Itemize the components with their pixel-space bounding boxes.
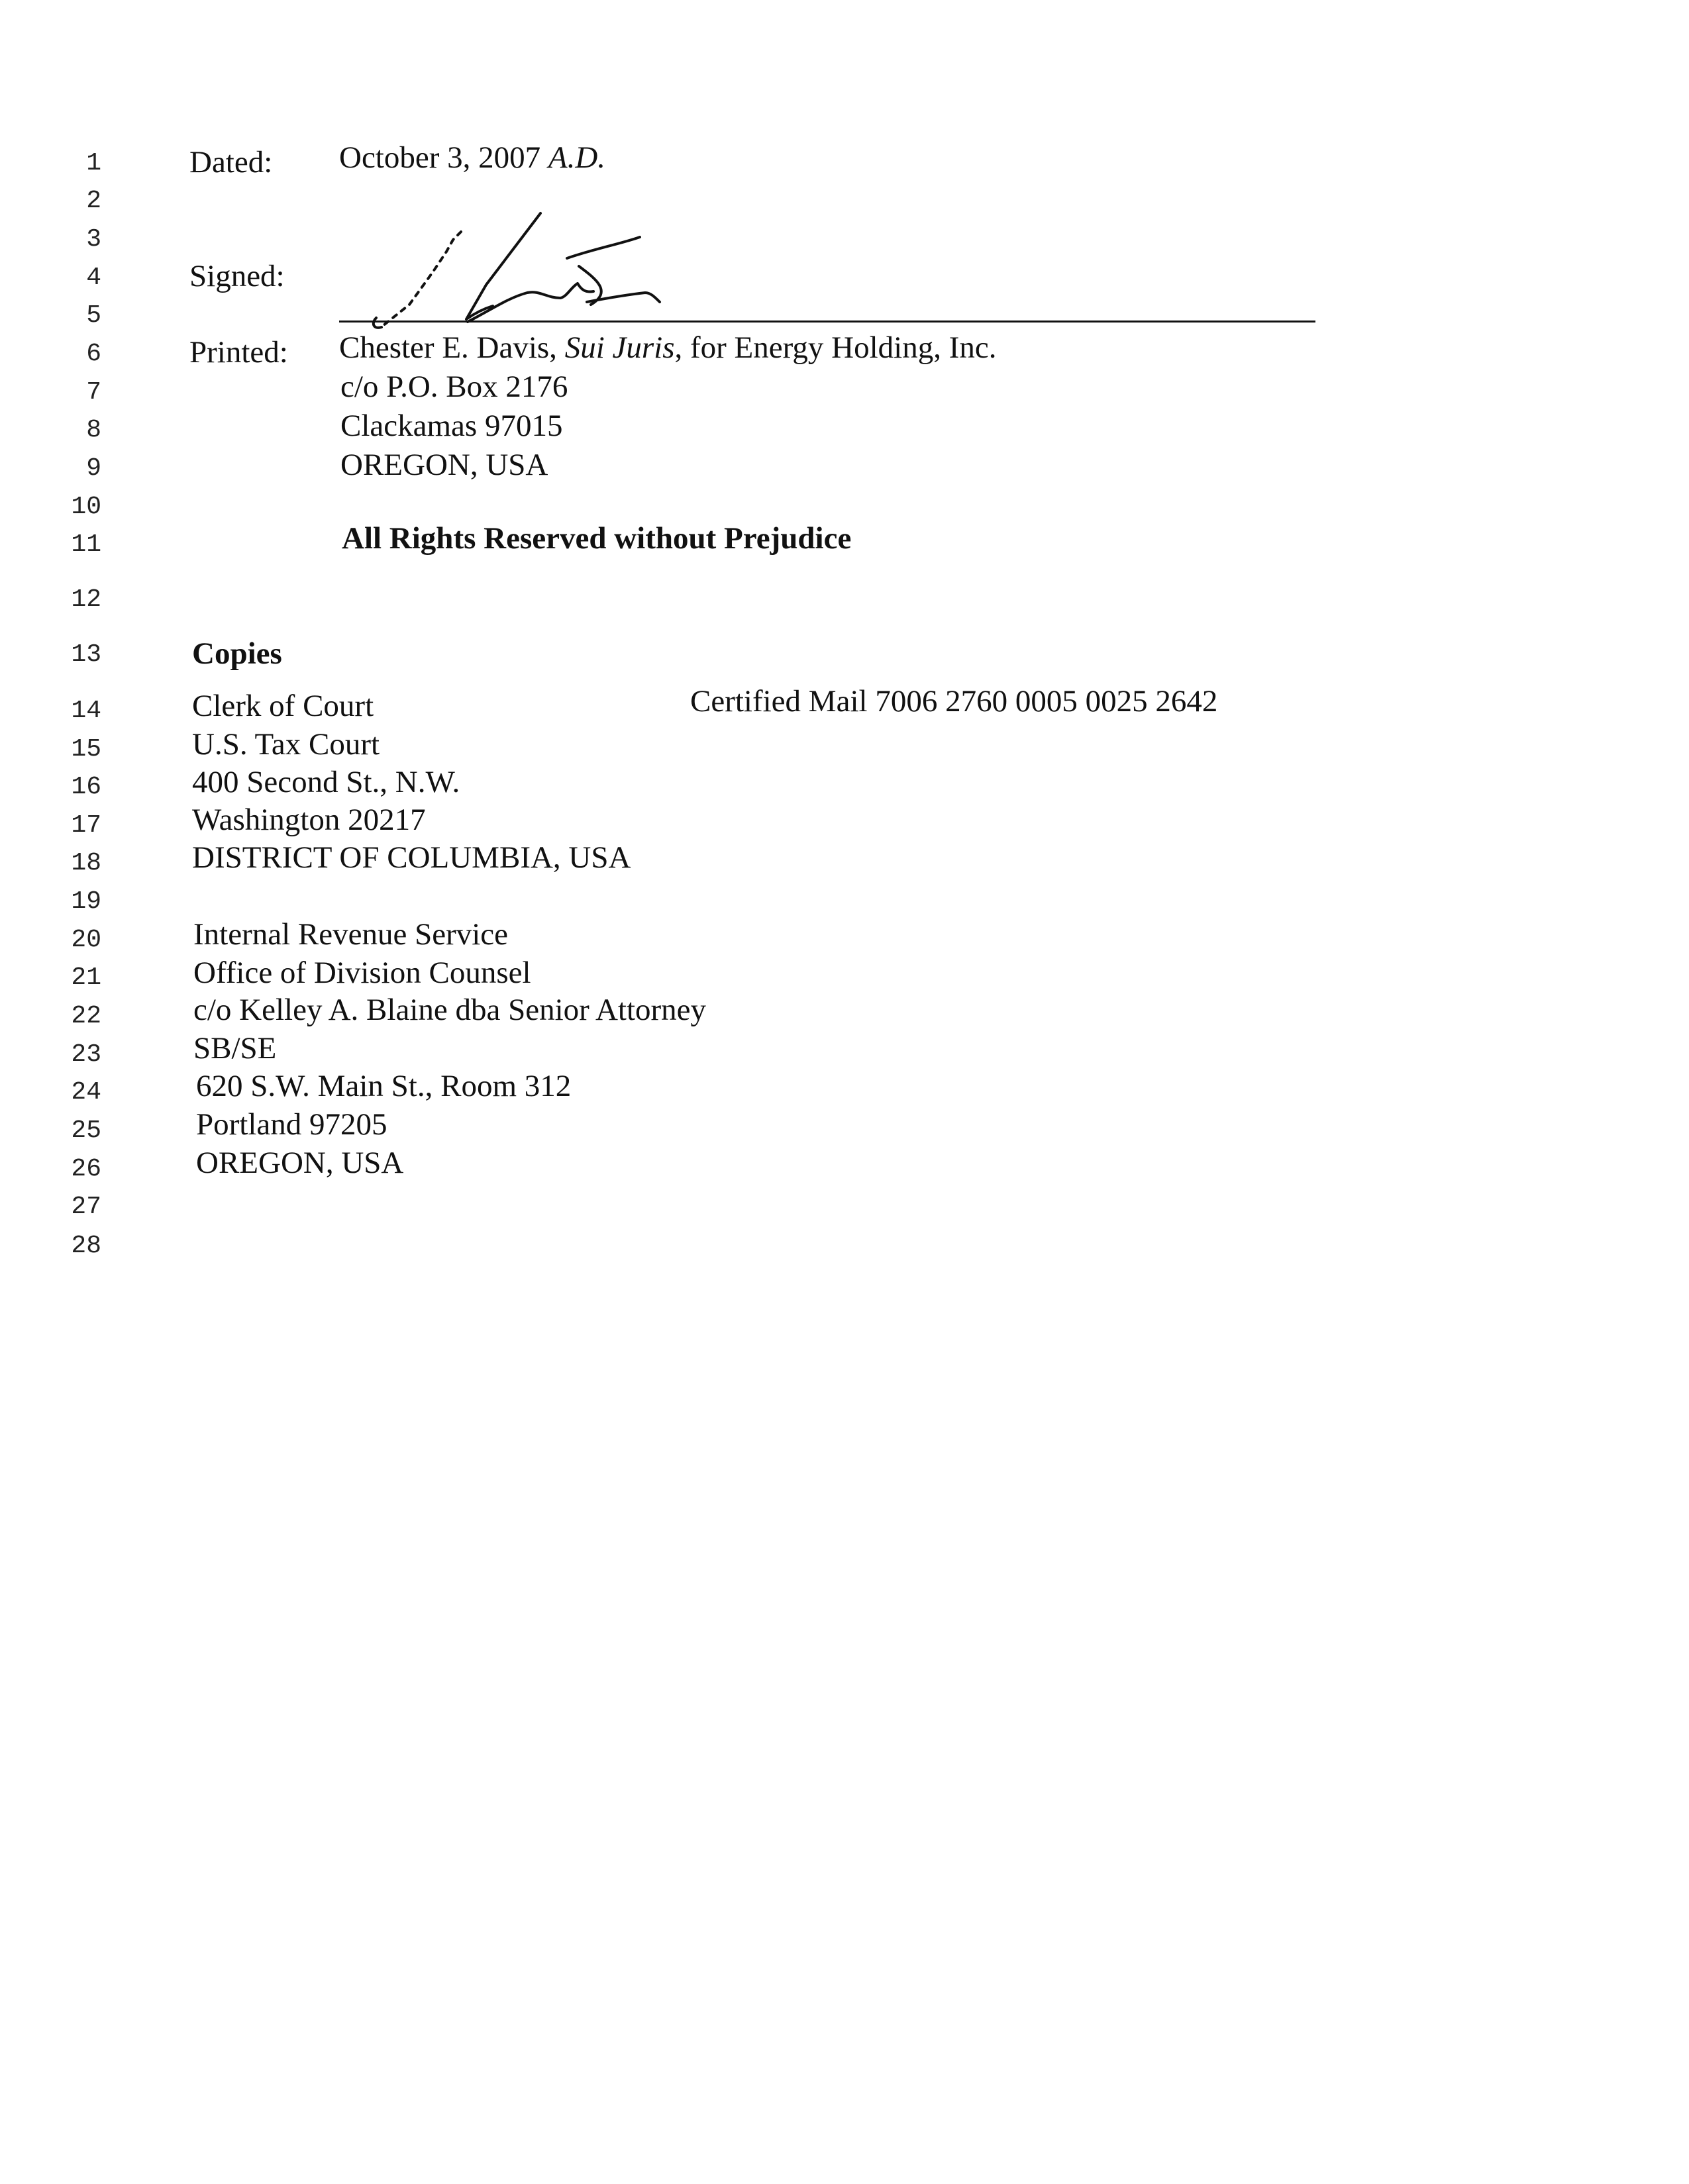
line-number: 13 bbox=[71, 640, 101, 669]
line-number: 20 bbox=[71, 926, 101, 954]
line-number: 16 bbox=[71, 773, 101, 801]
line-number: 24 bbox=[71, 1078, 101, 1107]
line-number: 15 bbox=[71, 735, 101, 764]
line-number: 18 bbox=[71, 849, 101, 877]
line-number: 23 bbox=[71, 1040, 101, 1069]
line-number: 21 bbox=[71, 964, 101, 992]
line-number: 25 bbox=[71, 1117, 101, 1145]
line-number: 7 bbox=[86, 378, 101, 407]
line-number: 12 bbox=[71, 585, 101, 614]
reservation-statement: All Rights Reserved without Prejudice bbox=[342, 521, 852, 556]
line-number: 4 bbox=[86, 264, 101, 292]
line-number: 2 bbox=[86, 187, 101, 215]
printed-name bbox=[339, 332, 997, 364]
line-number: 3 bbox=[86, 225, 101, 254]
dated-value bbox=[339, 142, 605, 174]
recipient-2-line: 620 S.W. Main St., Room 312 bbox=[196, 1069, 572, 1103]
signer-name: Chester E. Davis, bbox=[339, 330, 565, 365]
certified-mail-number: Certified Mail 7006 2760 0005 0025 2642 bbox=[690, 684, 1218, 719]
recipient-2-line: Internal Revenue Service bbox=[193, 917, 509, 952]
line-number: 17 bbox=[71, 811, 101, 840]
dated-label: Dated: bbox=[189, 145, 273, 179]
signed-label: Signed: bbox=[189, 259, 285, 293]
line-number: 5 bbox=[86, 301, 101, 330]
line-number: 1 bbox=[86, 149, 101, 177]
signer-status: Sui Juris bbox=[564, 330, 675, 365]
address-line: Clackamas 97015 bbox=[340, 409, 563, 443]
line-number: 11 bbox=[71, 530, 101, 559]
line-number: 10 bbox=[71, 493, 101, 521]
date-era: A.D. bbox=[548, 140, 606, 175]
copies-heading: Copies bbox=[192, 636, 282, 671]
address-line: OREGON, USA bbox=[340, 448, 548, 482]
line-number: 26 bbox=[71, 1155, 101, 1183]
line-number: 27 bbox=[71, 1193, 101, 1221]
recipient-2-line: OREGON, USA bbox=[196, 1146, 404, 1180]
signature-image bbox=[368, 205, 699, 331]
recipient-1-line: DISTRICT OF COLUMBIA, USA bbox=[192, 840, 631, 875]
recipient-1-line: Washington 20217 bbox=[192, 803, 426, 837]
date-text: October 3, 2007 bbox=[339, 140, 541, 175]
line-number: 19 bbox=[71, 887, 101, 916]
recipient-1-line: Clerk of Court bbox=[192, 689, 374, 723]
line-number: 22 bbox=[71, 1002, 101, 1030]
recipient-1-line: 400 Second St., N.W. bbox=[192, 765, 460, 799]
recipient-1-line: U.S. Tax Court bbox=[192, 727, 380, 762]
signer-entity: , for Energy Holding, Inc. bbox=[674, 330, 997, 365]
line-number: 9 bbox=[86, 454, 101, 483]
recipient-2-line: Portland 97205 bbox=[196, 1107, 387, 1142]
line-number: 14 bbox=[71, 697, 101, 725]
signature-line bbox=[339, 321, 1315, 323]
line-number: 28 bbox=[71, 1232, 101, 1260]
printed-label: Printed: bbox=[189, 335, 288, 370]
line-number: 6 bbox=[86, 340, 101, 368]
address-line: c/o P.O. Box 2176 bbox=[340, 370, 568, 404]
line-number: 8 bbox=[86, 416, 101, 444]
recipient-2-line: Office of Division Counsel bbox=[193, 956, 531, 990]
recipient-2-line: SB/SE bbox=[193, 1031, 277, 1066]
recipient-2-line: c/o Kelley A. Blaine dba Senior Attorney bbox=[193, 993, 707, 1027]
